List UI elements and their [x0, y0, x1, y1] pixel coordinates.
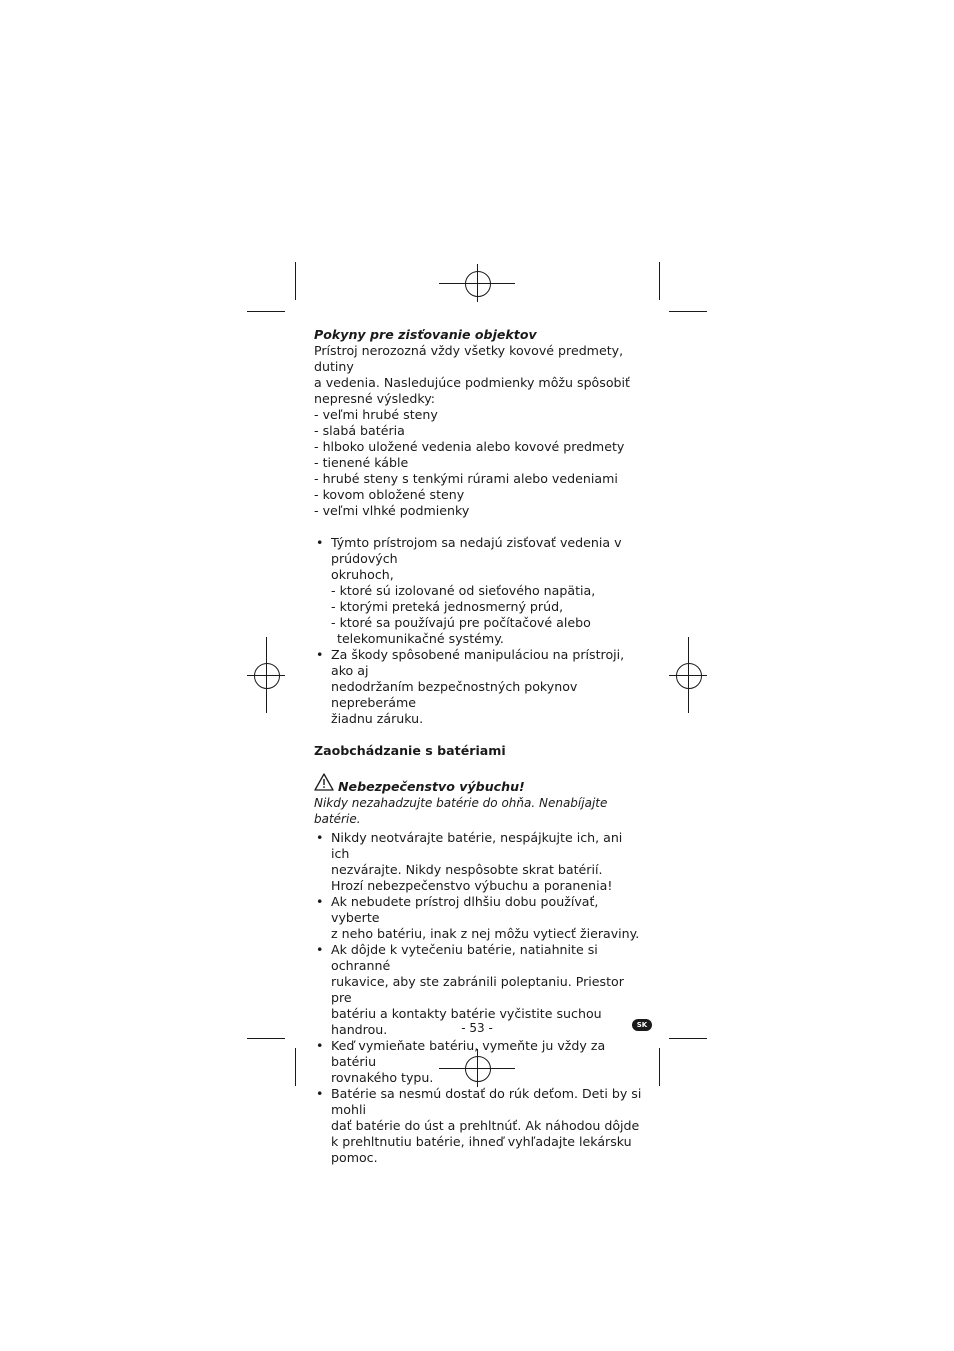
- text-line: Týmto prístrojom sa nedajú zisťovať vedenia v prúdových: [331, 535, 622, 566]
- bullet-item: [314, 830, 644, 894]
- list-item: - veľmi vlhké podmienky: [314, 503, 644, 519]
- bullet-item: [314, 647, 644, 727]
- crop-mark-icon: [659, 262, 660, 300]
- text-line: Nikdy neotvárajte batérie, nespájkujte ich, ani ich: [331, 830, 623, 861]
- section-heading-batteries: Zaobchádzanie s batériami: [314, 743, 506, 758]
- warning-text: Nikdy nezahadzujte batérie do ohňa. Nenabíjajte batérie.: [314, 796, 608, 826]
- crop-mark-icon: [669, 1038, 707, 1039]
- text-line: Ak dôjde k vytečeniu batérie, natiahnite si ochranné: [331, 942, 598, 973]
- crop-mark-icon: [247, 311, 285, 312]
- sub-list: [331, 583, 644, 647]
- bullet-item: [314, 535, 644, 647]
- list-item: - tienené káble: [314, 455, 644, 471]
- list-item: - hrubé steny s tenkými rúrami alebo vedeniami: [314, 471, 644, 487]
- crop-mark-icon: [295, 1048, 296, 1086]
- sub-list-item: - ktoré sa používajú pre počítačové alebo telekomunikačné systémy.: [331, 615, 644, 647]
- bullet-item: [314, 1086, 644, 1166]
- text-line: a vedenia. Nasledujúce podmienky môžu spôsobiť: [314, 375, 630, 390]
- section-heading-object-detection: Pokyny pre zisťovanie objektov: [314, 327, 537, 342]
- crop-mark-icon: [669, 311, 707, 312]
- crop-mark-icon: [659, 1048, 660, 1086]
- text-line: Ak nebudete prístroj dlhšiu dobu používať, vyberte: [331, 894, 599, 925]
- notes-bullet-list: [314, 535, 644, 727]
- text-line: rovnakého typu.: [331, 1070, 434, 1085]
- text-line: nezvárajte. Nikdy nespôsobte skrat batérií.: [331, 862, 603, 877]
- warning-heading: [314, 773, 644, 795]
- text-line: Za škody spôsobené manipuláciou na prístroji, ako aj: [331, 647, 625, 678]
- bullet-item: [314, 1038, 644, 1086]
- text-line: k prehltnutiu batérie, ihneď vyhľadajte lekársku pomoc.: [331, 1134, 632, 1165]
- text-line: Keď vymieňate batériu, vymeňte ju vždy za batériu: [331, 1038, 606, 1069]
- list-item: - hlboko uložené vedenia alebo kovové predmety: [314, 439, 644, 455]
- warning-triangle-icon: [314, 773, 334, 795]
- battery-bullet-list: [314, 830, 644, 1166]
- intro-paragraph: [314, 343, 644, 407]
- text-line: Batérie sa nesmú dostať do rúk deťom. Deti by si mohli: [331, 1086, 642, 1117]
- text-line: nepresné výsledky:: [314, 391, 435, 406]
- language-badge: SK: [632, 1019, 652, 1031]
- sub-list-item: - ktoré sú izolované od sieťového napätia,: [331, 583, 644, 599]
- crop-mark-icon: [295, 262, 296, 300]
- text-line: Prístroj nerozozná vždy všetky kovové predmety, dutiny: [314, 343, 624, 374]
- registration-mark-icon: [465, 271, 491, 297]
- text-line: nedodržaním bezpečnostných pokynov nepreberáme: [331, 679, 578, 710]
- page-number: - 53 -: [461, 1021, 493, 1035]
- text-line: z neho batériu, inak z nej môžu vytiecť žieraviny.: [331, 926, 640, 941]
- warning-title: Nebezpečenstvo výbuchu!: [338, 779, 525, 794]
- text-line: rukavice, aby ste zabránili poleptaniu. Priestor pre: [331, 974, 624, 1005]
- list-item: - slabá batéria: [314, 423, 644, 439]
- text-line: Hrozí nebezpečenstvo výbuchu a poranenia!: [331, 878, 613, 893]
- text-line: žiadnu záruku.: [331, 711, 424, 726]
- text-line: okruhoch,: [331, 567, 394, 582]
- text-line: dať batérie do úst a prehltnúť. Ak náhodou dôjde: [331, 1118, 640, 1133]
- list-item: - kovom obložené steny: [314, 487, 644, 503]
- bullet-item: [314, 894, 644, 942]
- conditions-list: [314, 407, 644, 519]
- text-line: batériu a kontakty batérie vyčistite suchou handrou.: [331, 1006, 602, 1037]
- crop-mark-icon: [247, 1038, 285, 1039]
- registration-mark-icon: [254, 663, 280, 689]
- list-item: - veľmi hrubé steny: [314, 407, 644, 423]
- page-content: [314, 327, 644, 1166]
- registration-mark-icon: [676, 663, 702, 689]
- sub-list-item: - ktorými preteká jednosmerný prúd,: [331, 599, 644, 615]
